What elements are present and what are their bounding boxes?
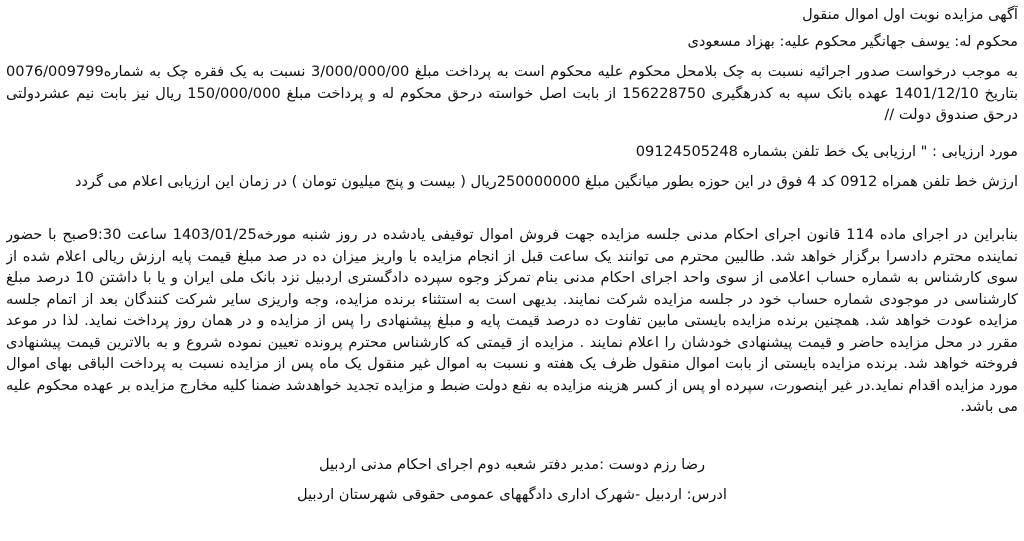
notice-title: آگهی مزایده نوبت اول اموال منقول bbox=[802, 6, 1018, 23]
signature-line: رضا رزم دوست :مدیر دفتر شعبه دوم اجرای احکام مدنی اردبیل bbox=[318, 456, 706, 473]
parties-line: محکوم له: یوسف جهانگیر محکوم علیه: بهزاد مسعودی bbox=[687, 33, 1018, 50]
announcement-paragraph: به موجب درخواست صدور اجرائیه نسبت به چک بلامحل محکوم علیه محکوم است به پرداخت مبلغ 3/000/000/00 نسبت به یک فقره چک به شماره0076/009799 بتاریخ 1401/12/10 عهده بانک سپه به کدرهگیری 156228750 از بابت اصل خواسته درحق محکوم له و پرداخت مبلغ 150/000/000 ریال نیز بابت نیم عشردولتی درحق صندوق دولت // bbox=[6, 63, 1018, 123]
auction-terms-paragraph: بنابراین در اجرای ماده 114 قانون اجرای احکام مدنی جلسه مزایده جهت فروش اموال توقیفی یادشده در روز شنبه مورخه1403/01/25 ساعت 9:30صبح با حضور نماینده محترم دادسرا برگزار خواهد شد. طالبین محترم می توانند یک ساعت قبل از انجام مزایده با واریز میزان ده در صد مبلغ قیمت پایه ارزش ریالی اعلام شده از سوی کارشناس به شماره حساب اعلامی از سوی واحد اجرای احکام مدنی بنام تمرکز وجوه سپرده دادگستری اردبیل نزد بانک ملی ایران و یا با داشتن 10 درصد مبلغ کارشناسی در موجودی شماره حساب خود در جلسه مزایده شرکت نمایند. بدیهی است به استثناء برنده مزایده، وجه واریزی سایر شرکت کنندگان بعد از اتمام جلسه مزایده عودت خواهد شد. همچنین برنده مزایده بایستی مابین تفاوت ده درصد قیمت پایه و مبلغ پیشنهادی را پس از مزایده و در همان روز پرداخت نماید. لذا در موعد مقرر در محل مزایده حاضر و قیمت پیشنهادی خودشان را اعلام نمایند . مزایده از قیمتی که کارشناس محترم پرونده تعیین نموده شروع و به بالاترین قیمت پیشنهادی فروخته خواهد شد. برنده مزایده بایستی از بابت اموال منقول ظرف یک هفته و نسبت به اموال غیر منقول یک ماه پس از مزایده نسبت به پرداخت الباقی بهای اموال مورد مزایده اقدام نماید.در غیر اینصورت، سپرده او پس از کسر هزینه مزایده به نفع دولت ضبط و مزایده تجدید خواهدشد ضمنا کلیه مخارج مزایده بر عهده محکوم علیه می باشد. bbox=[6, 226, 1018, 415]
valuation-paragraph: ارزش خط تلفن همراه 0912 کد 4 فوق در این حوزه بطور میانگین مبلغ 250000000ریال ( بیست و پنج میلیون تومان ) در زمان این ارزیابی اعلام می گردد bbox=[75, 173, 1018, 190]
address-line: ادرس: اردبیل -شهرک اداری دادگههای عمومی حقوقی شهرستان اردبیل bbox=[297, 486, 727, 503]
subject-line: مورد ارزیابی : " ارزیابی یک خط تلفن بشماره 09124505248 bbox=[635, 143, 1018, 160]
